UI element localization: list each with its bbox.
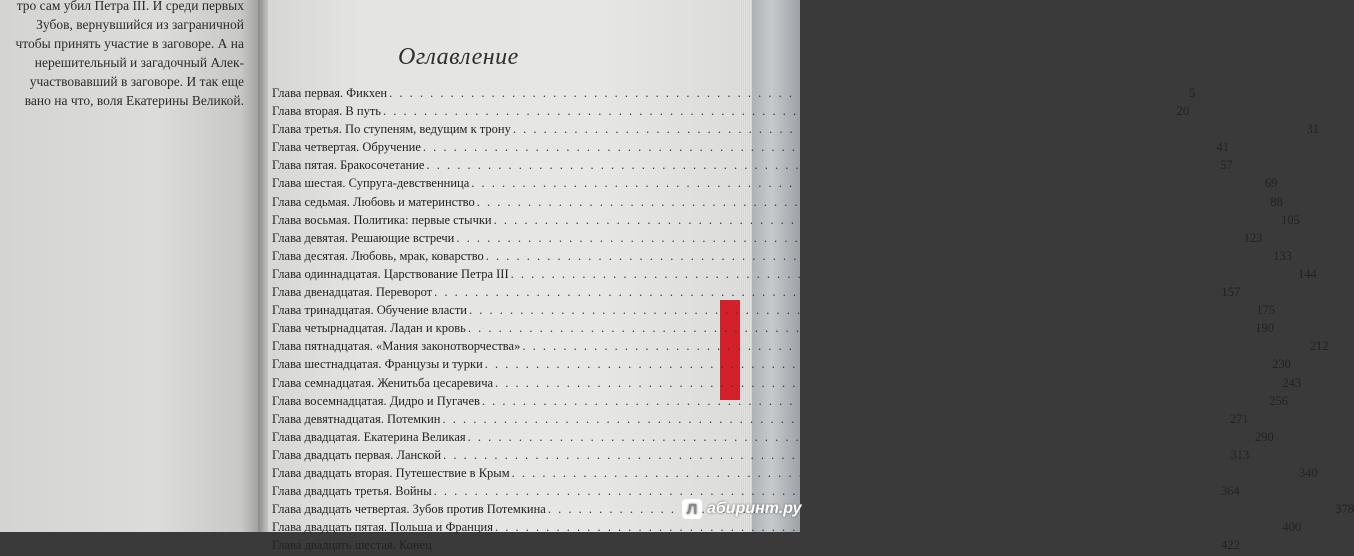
toc-entry — [272, 357, 1291, 375]
toc-entry-page: 256 — [1269, 393, 1289, 408]
toc-entry — [272, 230, 1263, 249]
toc-entry-title: Глава двадцать вторая. Путешествие в Крым — [272, 465, 510, 480]
toc-entry-page: 175 — [1256, 303, 1276, 318]
toc-entry — [272, 447, 1250, 466]
toc-entry-page: 88 — [1270, 194, 1283, 209]
toc-entry-title: Глава первая. Фикхен — [272, 86, 388, 100]
toc-entry — [272, 375, 1302, 394]
left-page-line: нерешительный и загадочный Алек- — [34, 55, 244, 70]
toc-entry — [272, 538, 1240, 556]
toc-entry-title: Глава шестая. Супруга-девственница — [272, 176, 470, 191]
toc-entry-title: Глава двадцать шестая. Конец — [272, 538, 432, 553]
toc-entry-page: 243 — [1282, 375, 1302, 390]
toc-entry-page: 422 — [1221, 538, 1240, 553]
toc-leader-dots — [513, 122, 1297, 137]
toc-entry-title: Глава восемнадцатая. Дидро и Пугачев — [272, 393, 480, 408]
toc-leader-dots — [495, 520, 1279, 535]
toc-entry-page: 313 — [1230, 447, 1250, 462]
toc-leader-dots — [512, 466, 1296, 481]
toc-leader-dots — [485, 357, 1269, 372]
toc-entry-title: Глава двадцать первая. Ланской — [272, 447, 442, 462]
toc-entry-title: Глава четвертая. Обручение — [272, 140, 421, 155]
toc-entry-page: 290 — [1255, 429, 1274, 444]
toc-leader-dots — [443, 412, 1227, 427]
toc-leader-dots — [389, 86, 1173, 101]
toc-leader-dots — [469, 303, 1253, 318]
toc-entry — [272, 411, 1249, 430]
toc-entry-title: Глава двадцать пятая. Польша и Франция — [272, 520, 493, 535]
left-page-line: Зубов, вернувшийся из заграничной — [36, 17, 244, 32]
toc-leader-dots — [468, 321, 1252, 336]
toc-entry-page: 57 — [1220, 158, 1233, 173]
toc-entry-title: Глава одиннадцатая. Царствование Петра III — [272, 266, 509, 281]
toc-entry-title: Глава третья. По ступеням, ведущим к трону — [272, 122, 511, 137]
toc-entry-page: 31 — [1306, 122, 1319, 137]
toc-entry-title: Глава двадцать третья. Войны — [272, 484, 432, 499]
toc-leader-dots — [522, 339, 1306, 354]
toc-entry — [272, 176, 1278, 194]
toc-entry-title: Глава девятнадцатая. Потемкин — [272, 411, 441, 426]
toc-entry-page: 20 — [1176, 104, 1190, 119]
labirint-logo-icon: Л — [682, 499, 702, 519]
toc-entry — [272, 520, 1302, 538]
toc-entry-title: Глава девятая. Решающие встречи — [272, 230, 455, 245]
toc-leader-dots — [426, 158, 1210, 173]
toc-leader-dots — [443, 448, 1227, 463]
toc-entry — [272, 285, 1241, 303]
toc-entry-title: Глава пятнадцатая. «Мания законотворчества» — [272, 339, 521, 354]
toc-entry — [272, 429, 1274, 448]
contents-title: Оглавление — [398, 44, 519, 70]
toc-entry — [272, 465, 1318, 484]
toc-entry-title: Глава четырнадцатая. Ладан и кровь — [272, 321, 466, 336]
toc-entry-title: Глава вторая. В путь — [272, 104, 381, 119]
toc-entry — [272, 339, 1329, 357]
toc-entry-page: 271 — [1229, 411, 1249, 426]
toc-entry-title: Глава седьмая. Любовь и материнство — [272, 194, 475, 209]
left-page — [0, 0, 262, 532]
toc-entry-title: Глава семнадцатая. Женитьба цесаревича — [272, 375, 494, 390]
toc-entry — [272, 158, 1233, 176]
left-page-text — [0, 0, 244, 110]
toc-leader-dots — [486, 249, 1270, 264]
toc-leader-dots — [456, 231, 1240, 246]
toc-leader-dots — [383, 104, 1167, 119]
toc-entry-page: 400 — [1282, 520, 1302, 535]
toc-entry-page: 144 — [1298, 266, 1317, 281]
toc-entry-title: Глава двенадцатая. Переворот — [272, 285, 433, 300]
toc-entry-page: 157 — [1221, 285, 1241, 300]
toc-entry-title: Глава десятая. Любовь, мрак, коварство — [272, 248, 484, 263]
toc-entry-page: 212 — [1309, 339, 1329, 354]
toc-leader-dots — [494, 213, 1278, 228]
watermark-text: абиринт.ру — [707, 500, 802, 517]
toc-entry-title: Глава тринадцатая. Обучение власти — [272, 303, 467, 318]
toc-entry-page: 123 — [1243, 230, 1263, 245]
toc-entry-page: 5 — [1188, 86, 1196, 100]
left-page-line: участвовавший в заговоре. И так еще — [29, 74, 244, 89]
toc-entry — [272, 266, 1317, 285]
toc-entry — [272, 122, 1319, 140]
toc-entry — [272, 212, 1300, 231]
toc-entry — [272, 248, 1292, 267]
toc-entry-title: Глава шестнадцатая. Французы и турки — [272, 357, 483, 372]
toc-entry — [272, 303, 1276, 321]
toc-entry — [272, 140, 1230, 158]
toc-entry-page: 364 — [1221, 484, 1240, 499]
toc-entry — [272, 104, 1190, 122]
toc-entry-page: 105 — [1281, 212, 1300, 227]
toc-leader-dots — [511, 267, 1295, 282]
toc-entry — [272, 86, 1196, 104]
toc-leader-dots — [434, 484, 1218, 499]
toc-leader-dots — [471, 176, 1255, 191]
toc-entry-page: 340 — [1298, 465, 1318, 480]
toc-entry — [272, 321, 1274, 339]
toc-entry-page: 190 — [1255, 321, 1274, 336]
toc-entry — [272, 194, 1283, 213]
left-page-line: чтобы принять участие в заговоре. А на — [15, 36, 244, 51]
left-page-line: вано на что, воля Екатерины Великой. — [24, 93, 244, 108]
toc-entry — [272, 484, 1240, 502]
toc-leader-dots — [495, 376, 1279, 391]
toc-entry-title: Глава двадцатая. Екатерина Великая — [272, 429, 466, 444]
toc-leader-dots — [548, 502, 1332, 517]
toc-entry-page: 133 — [1273, 248, 1292, 263]
toc-leader-dots — [434, 538, 1218, 553]
toc-leader-dots — [423, 140, 1207, 155]
toc-leader-dots — [468, 430, 1252, 445]
toc-leader-dots — [434, 285, 1218, 300]
watermark — [682, 499, 802, 519]
toc-entry-title: Глава пятая. Бракосочетание — [272, 158, 425, 173]
toc-entry — [272, 393, 1289, 412]
toc-entry-page: 41 — [1216, 140, 1230, 155]
toc-entry-page: 69 — [1264, 176, 1278, 191]
toc-entry-title: Глава восьмая. Политика: первые стычки — [272, 212, 492, 227]
toc-entry-page: 230 — [1272, 357, 1291, 372]
toc-leader-dots — [477, 195, 1261, 210]
left-page-line: тро сам убил Петра III. И среди первых — [16, 0, 244, 13]
toc-leader-dots — [482, 394, 1266, 409]
toc-entry-page: 378 — [1335, 502, 1354, 517]
toc-entry-title: Глава двадцать четвертая. Зубов против Потемкина — [272, 502, 546, 517]
